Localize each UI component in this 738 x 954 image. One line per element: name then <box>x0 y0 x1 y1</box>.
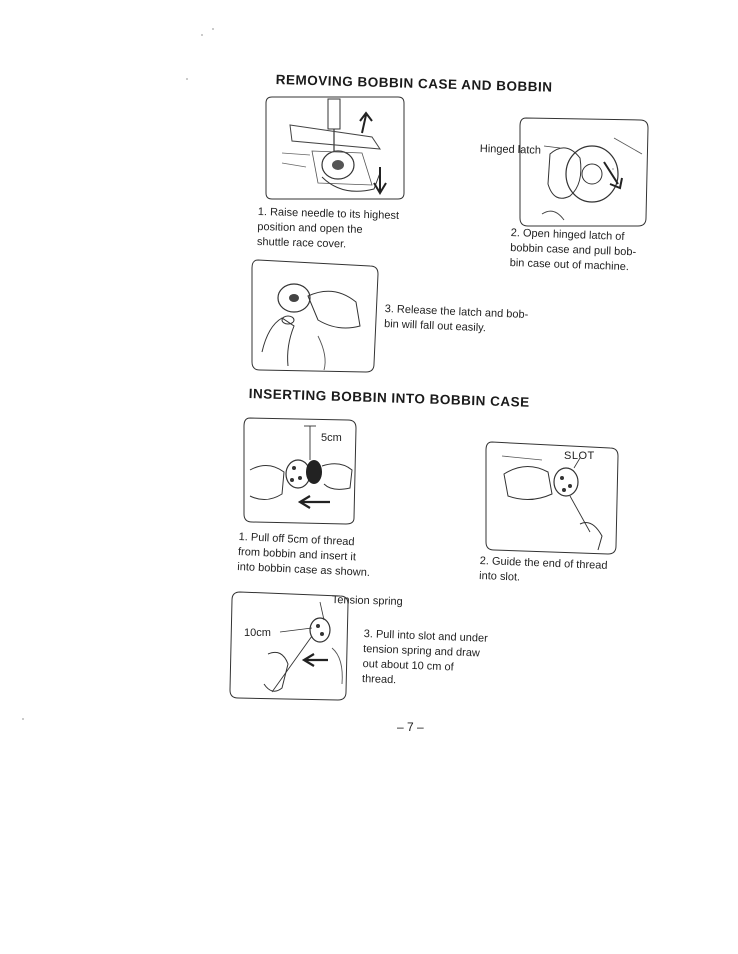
section-heading-removing: REMOVING BOBBIN CASE AND BOBBIN <box>275 72 553 95</box>
step-1-pull-thread-text: 1. Pull off 5cm of thread from bobbin and insert it into bobbin case as shown. <box>237 530 371 579</box>
figure-guide-slot <box>482 438 622 556</box>
figure-release-latch <box>248 256 380 374</box>
step-2-open-latch-text: 2. Open hinged latch of bobbin case and pull bob- bin case out of machine. <box>509 226 637 274</box>
step-2-guide-slot-text: 2. Guide the end of thread into slot. <box>478 554 608 584</box>
scan-speck <box>22 718 24 720</box>
page-number: – 7 – <box>397 720 424 734</box>
step-3-tension-spring-text: 3. Pull into slot and under tension spring and draw out about 10 cm of thread. <box>361 627 489 687</box>
5cm-label: 5cm <box>321 432 342 444</box>
section-heading-inserting: INSERTING BOBBIN INTO BOBBIN CASE <box>248 386 530 410</box>
scan-speck <box>212 28 214 30</box>
step-3-release-latch-text: 3. Release the latch and bob- bin will fall out easily. <box>383 302 529 335</box>
scan-speck <box>201 34 203 36</box>
figure-hinged-latch <box>514 114 652 232</box>
scan-speck <box>186 78 188 80</box>
figure-pull-thread <box>240 414 358 526</box>
slot-label: SLOT <box>564 450 595 462</box>
tension-spring-label: Tension spring <box>331 594 403 608</box>
hinged-latch-label: Hinged latch <box>479 143 542 157</box>
step-1-raise-needle-text: 1. Raise needle to its highest position and open the shuttle race cover. <box>256 205 400 251</box>
figure-raise-needle <box>262 93 406 203</box>
10cm-label: 10cm <box>244 627 271 639</box>
